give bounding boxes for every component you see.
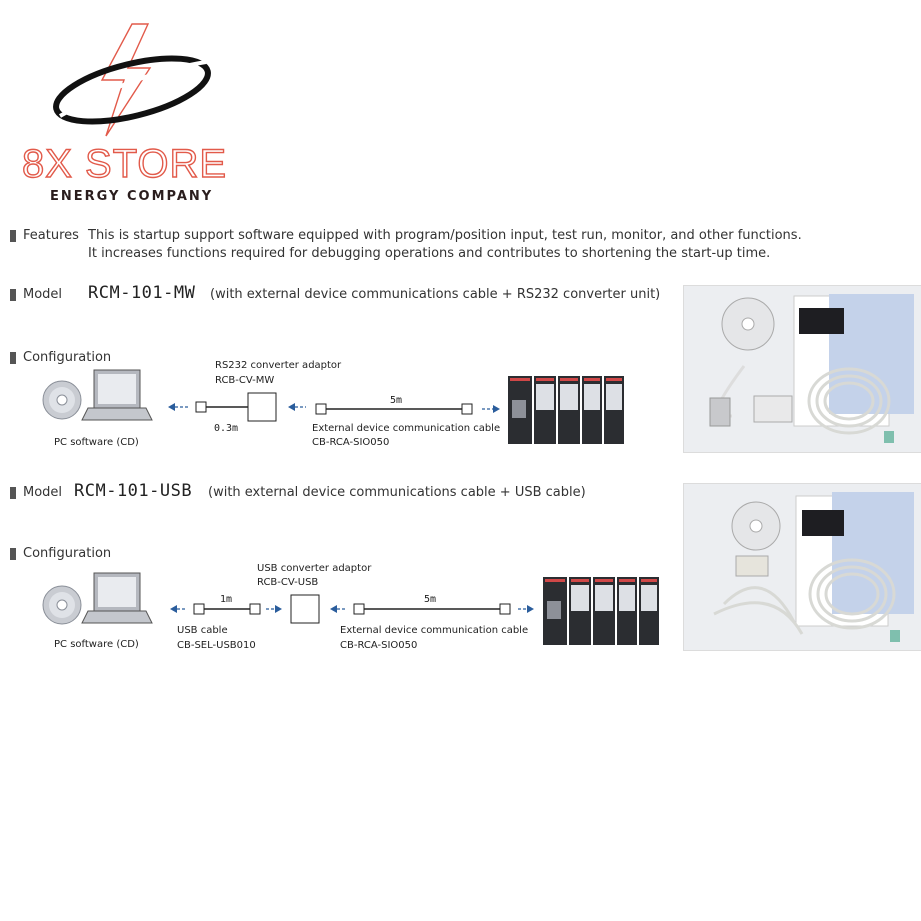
bullet-marker (10, 548, 16, 560)
store-logo (20, 18, 250, 208)
laptop-icon (82, 573, 152, 623)
connector-plug (196, 402, 206, 412)
model2-usb-code: CB-SEL-USB010 (177, 640, 256, 651)
arrow-right-icon (518, 605, 534, 613)
model2-pc-label: PC software (CD) (54, 639, 139, 650)
model1-code: RCM-101-MW (88, 283, 196, 303)
connector-plug (250, 604, 260, 614)
connector-plug (316, 404, 326, 414)
connector-plug (354, 604, 364, 614)
model2-cable-title: External device communication cable (340, 625, 529, 636)
model1-cable-length: 5m (390, 395, 403, 406)
controller-unit-icon (508, 376, 624, 444)
arrow-left-icon (170, 605, 186, 613)
cd-icon (43, 381, 81, 419)
bullet-marker (10, 487, 16, 499)
model1-adaptor-length: 0.3m (214, 423, 239, 434)
model1-adaptor-title: RS232 converter adaptor (215, 360, 342, 371)
connector-plug (462, 404, 472, 414)
lightning-swoosh-icon (20, 18, 250, 148)
model2-description: (with external device communications cable + USB cable) (208, 485, 586, 500)
adaptor-box (248, 393, 276, 421)
arrow-right-icon (266, 605, 282, 613)
connector-plug (500, 604, 510, 614)
model2-adaptor-title: USB converter adaptor (257, 563, 372, 574)
model2-label: Model (23, 485, 63, 500)
arrow-left-icon (168, 403, 188, 411)
adaptor-box (291, 595, 319, 623)
model1-pc-label: PC software (CD) (54, 437, 139, 448)
features-text-line2: It increases functions required for debugging operations and contributes to shortening the start-up time. (88, 246, 771, 261)
product-photo-rs232-kit (683, 285, 921, 453)
model2-config-label: Configuration (23, 546, 112, 561)
model2-code: RCM-101-USB (74, 481, 193, 501)
connector-plug (194, 604, 204, 614)
model1-config-label: Configuration (23, 350, 112, 365)
features-text-line1: This is startup support software equipped with program/position input, test run, monitor, and other functions. (88, 228, 802, 243)
model2-usb-title: USB cable (177, 625, 228, 636)
controller-unit-icon (543, 577, 659, 645)
model1-label: Model (23, 287, 63, 302)
model1-description: (with external device communications cable + RS232 converter unit) (210, 287, 661, 302)
logo-tagline: ENERGY COMPANY (50, 189, 214, 204)
bullet-marker (10, 230, 16, 242)
logo-name: 8X STORE (22, 142, 228, 186)
cd-icon (43, 586, 81, 624)
arrow-right-icon (482, 405, 500, 413)
model1-cable-title: External device communication cable (312, 423, 501, 434)
model2-cable-code: CB-RCA-SIO050 (340, 640, 418, 651)
arrow-left-icon (330, 605, 346, 613)
features-label: Features (23, 228, 79, 243)
model2-cable-length: 5m (424, 594, 437, 605)
laptop-icon (82, 370, 152, 420)
model1-adaptor-code: RCB-CV-MW (215, 375, 275, 386)
model2-adaptor-code: RCB-CV-USB (257, 577, 319, 588)
model2-usb-length: 1m (220, 594, 233, 605)
product-photo-usb-kit (683, 483, 921, 651)
model1-cable-code: CB-RCA-SIO050 (312, 437, 390, 448)
arrow-left-icon (288, 403, 306, 411)
bullet-marker (10, 289, 16, 301)
